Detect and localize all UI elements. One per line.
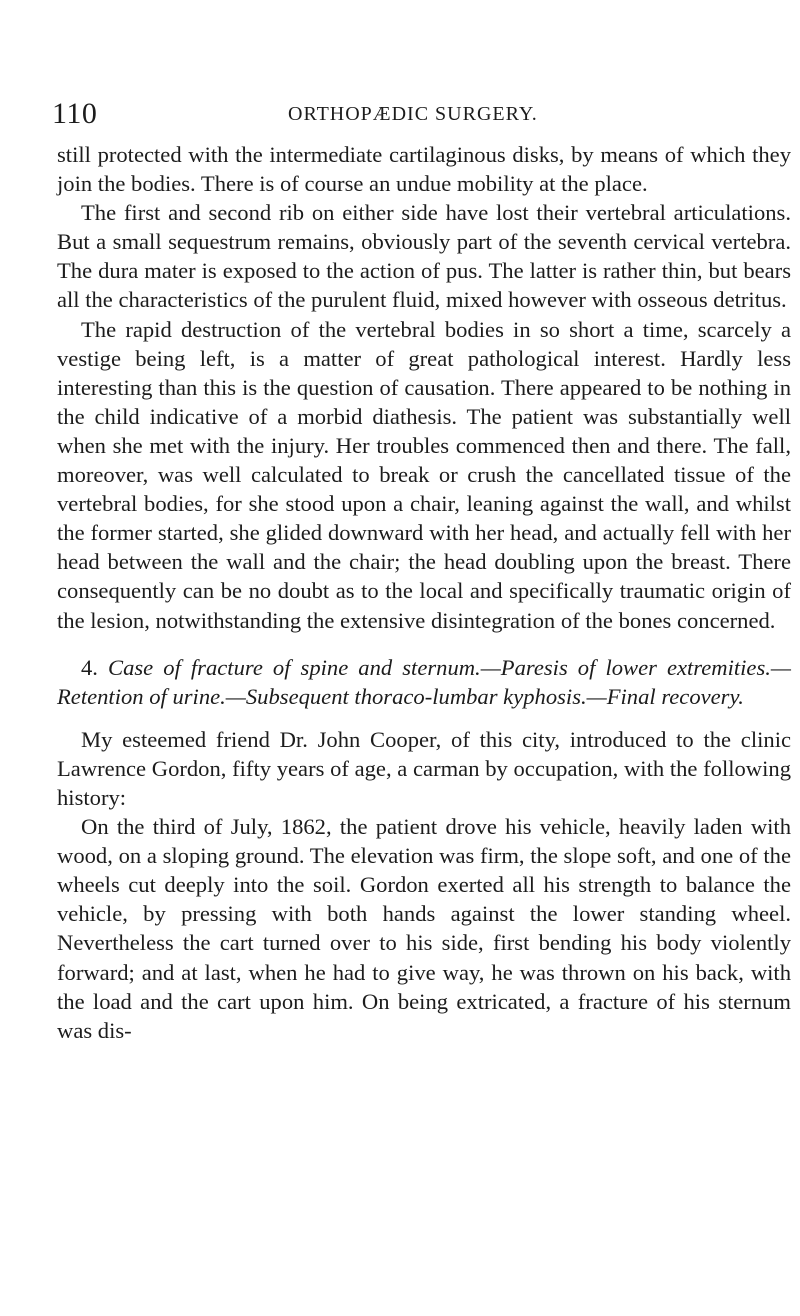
paragraph-continued: still protected with the intermediate cartilaginous disks, by means of which they join the bodies. There is of course an undue mobility at the place. [57,142,791,197]
paragraph-introduction: My esteemed friend Dr. John Cooper, of this city, introduced to the clinic Lawrence Gordon, fifty years of age, a carman by occupation, with the following history: [57,726,791,810]
case-heading [57,653,791,711]
running-title: ORTHOPÆDIC SURGERY. [288,103,538,125]
page-number: 110 [52,97,98,130]
body-text [57,140,791,1045]
running-head [52,96,792,132]
case-title: Case of fracture of spine and sternum.—Paresis of lower extremities.—Retention of urine.—Subsequent thoraco-lumbar kyphosis.—Final recovery. [57,654,791,709]
paragraph-accident-history: On the third of July, 1862, the patient drove his vehicle, heavily laden with wood, on a sloping ground. The elevation was firm, the slope soft, and one of the wheels cut deeply into the soil. Gordon exerted all his strength to balance the vehicle, by pressing with both hands against the lower standing wheel. Nevertheless the cart turned over to his side, first bending his body violently forward; and at last, when he had to give way, he was thrown on his back, with the load and the cart upon him. On being extricated, a fracture of his sternum was dis- [57,814,791,1043]
case-number: 4. [81,654,98,680]
paragraph-rib-articulations: The first and second rib on either side have lost their vertebral articulations. But a small sequestrum remains, obviously part of the seventh cervical vertebra. The dura mater is exposed to the action of pus. The latter is rather thin, but bears all the characteristics of the purulent fluid, mixed however with osseous detritus. [57,200,791,313]
paragraph-rapid-destruction: The rapid destruction of the vertebral bodies in so short a time, scarcely a vestige being left, is a matter of great pathological interest. Hardly less interesting than this is the question of causation. There appeared to be nothing in the child indicative of a morbid diathesis. The patient was substantially well when she met with the injury. Her troubles commenced then and there. The fall, moreover, was well calculated to break or crush the cancellated tissue of the vertebral bodies, for she stood upon a chair, leaning against the wall, and whilst the former started, she glided downward with her head, and actually fell with her head between the wall and the chair; the head doubling upon the breast. There consequently can be no doubt as to the local and specifically traumatic origin of the lesion, notwithstanding the extensive disintegration of the bones concerned. [57,316,791,633]
